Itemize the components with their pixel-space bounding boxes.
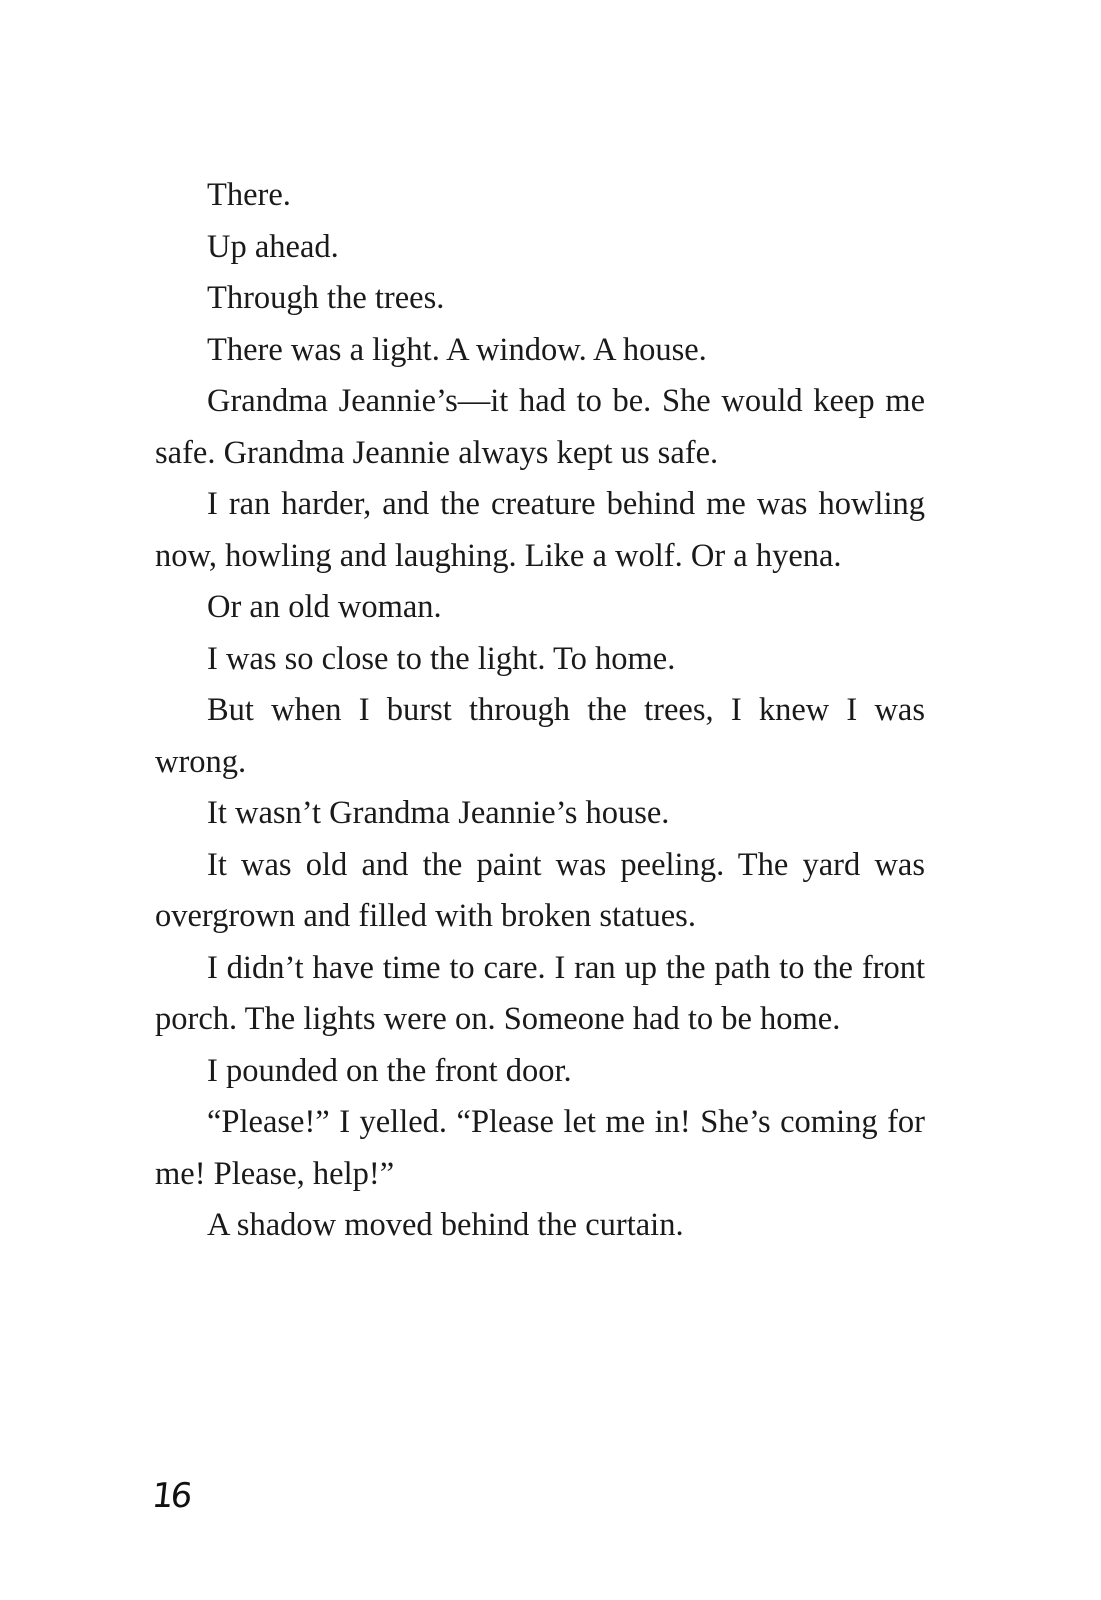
paragraph: Or an old woman. (207, 589, 442, 625)
paragraph: But when I burst through the trees, I knew I was wrong. (155, 692, 925, 780)
paragraph: It wasn’t Grandma Jeannie’s house. (207, 795, 670, 831)
body-text (155, 170, 925, 1252)
paragraph: There was a light. A window. A house. (207, 331, 707, 368)
paragraph: I pounded on the front door. (207, 1052, 572, 1089)
paragraph: Up ahead. (207, 228, 339, 265)
paragraph: I didn’t have time to care. I ran up the path to the front porch. The lights were on. Someone had to be home. (155, 949, 925, 1037)
paragraph: Grandma Jeannie’s—it had to be. She would keep me safe. Grandma Jeannie always kept us safe. (155, 383, 925, 471)
paragraph: A shadow moved behind the curtain. (207, 1207, 684, 1243)
page-number: 16 (149, 1476, 192, 1516)
paragraph: “Please!” I yelled. “Please let me in! She’s coming for me! Please, help!” (155, 1104, 925, 1192)
paragraph: Through the trees. (207, 280, 445, 316)
paragraph: There. (207, 177, 291, 213)
paragraph: I was so close to the light. To home. (207, 640, 676, 677)
paragraph: It was old and the paint was peeling. The yard was overgrown and filled with broken statues. (155, 846, 925, 934)
paragraph: I ran harder, and the creature behind me was howling now, howling and laughing. Like a wolf. Or a hyena. (155, 486, 925, 574)
